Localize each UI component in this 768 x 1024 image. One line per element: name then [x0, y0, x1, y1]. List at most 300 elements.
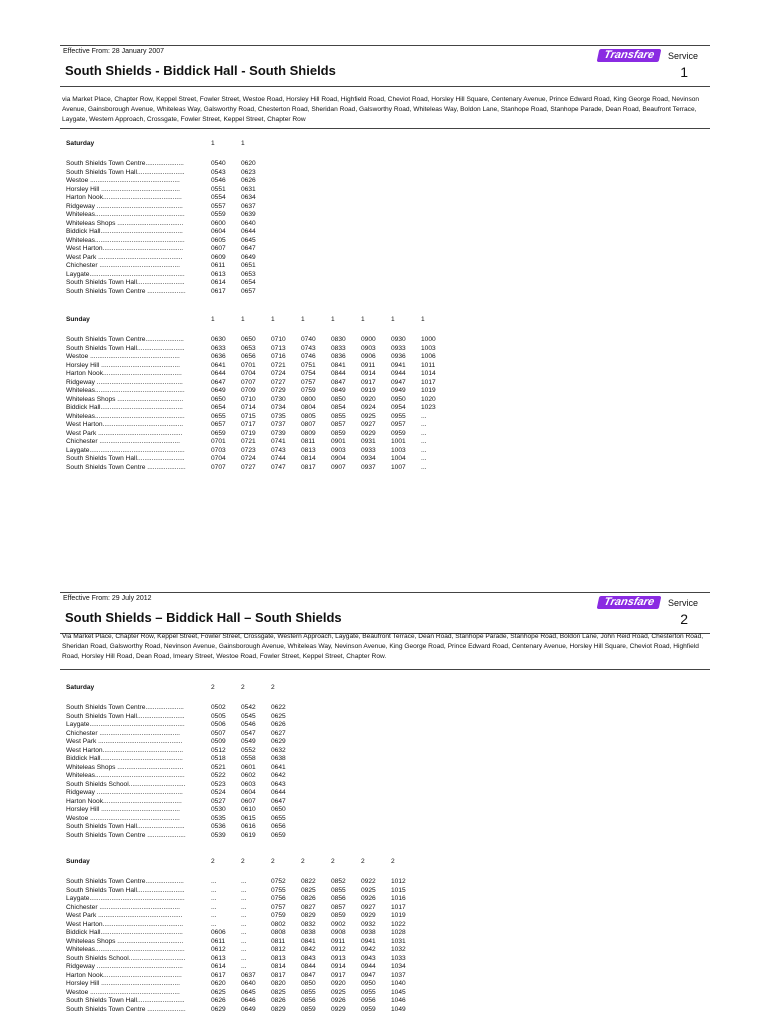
departure-time: ... [241, 903, 247, 911]
departure-time: 1049 [391, 1005, 406, 1013]
table-row [66, 186, 271, 195]
stop-name: Horsley Hill ........................................... [66, 361, 180, 369]
departure-time: 0549 [241, 738, 256, 745]
stop-name: West Harton............................................ [66, 920, 184, 928]
departure-time: 0524 [211, 789, 226, 796]
departure-time: 0655 [271, 814, 286, 822]
table-row [66, 464, 451, 473]
stop-name: South Shields Town Hall.......................... [66, 886, 185, 894]
departure-time: 1016 [391, 895, 406, 902]
departure-time: 0627 [271, 729, 286, 737]
departure-time: 0805 [301, 412, 316, 420]
departure-time: 0650 [241, 336, 256, 343]
departure-time: 0944 [391, 370, 406, 377]
departure-time: 0855 [331, 412, 346, 420]
departure-time: 0825 [271, 988, 286, 996]
table-row [66, 895, 421, 904]
table-row [66, 413, 451, 422]
departure-time: 0601 [241, 763, 256, 771]
table-row [66, 370, 451, 379]
departure-time: 0927 [361, 903, 376, 911]
departure-time: 0717 [241, 421, 256, 428]
departure-time: 0603 [241, 780, 256, 788]
day-label: Sunday [66, 316, 90, 323]
table-row [66, 211, 271, 220]
service-column-header: 1 [361, 316, 365, 323]
departure-time: 0545 [241, 712, 256, 720]
departure-time: 0522 [211, 772, 226, 779]
departure-time: 0650 [211, 395, 226, 403]
departure-time: 0559 [211, 211, 226, 218]
departure-time: 0934 [361, 455, 376, 462]
departure-time: 0739 [271, 429, 286, 437]
departure-time: 0741 [271, 438, 286, 445]
departure-time: 0906 [361, 353, 376, 360]
departure-time: 0825 [301, 886, 316, 894]
stop-name: Horsley Hill ........................................... [66, 980, 180, 987]
table-row [66, 997, 421, 1006]
departure-time: 0902 [331, 920, 346, 928]
departure-time: ... [241, 912, 247, 919]
departure-time: 0724 [271, 370, 286, 377]
departure-time: ... [421, 446, 427, 454]
departure-time: 0625 [211, 988, 226, 996]
departure-time: 1023 [421, 404, 436, 411]
departure-time: ... [241, 954, 247, 962]
departure-time: ... [241, 929, 247, 936]
stop-name: Harton Nook........................................... [66, 194, 182, 201]
departure-time: 0614 [211, 279, 226, 286]
departure-time: 0859 [331, 912, 346, 919]
route-description: via Market Place, Chapter Row, Keppel Street, Fowler Street, Westoe Road, Horsley Hill Road, Highfield Road, Cheviot Road, Horsley Hill Square, Centenary Avenue, Prince Edward Road, King George Road, Nevinson Avenue, Gainsborough Avenue, Whiteleas Way, Galsworthy Road, Chesterton Road, Sheridan Road, Galsworthy Road, Whiteleas Way, Boldon Lane, Stanhope Road, Stanhope Parade, Dean Road, Beaufront Terrace, Laygate, Western Approach, Crossgate, Fowler Street, Keppel Street, Chapter Row [62, 96, 700, 123]
departure-time: 1028 [391, 929, 406, 936]
departure-time: 0709 [241, 387, 256, 394]
departure-time: 0607 [241, 797, 256, 805]
stop-name: South Shields Town Centre..................... [66, 704, 184, 711]
stop-name: Whiteleas Shops .................................... [66, 219, 184, 227]
stop-name: Biddick Hall............................................. [66, 228, 183, 235]
departure-time: 0644 [211, 370, 226, 377]
stop-name: Laygate.................................................... [66, 270, 185, 278]
service-label: Service [667, 51, 698, 61]
departure-time: 0547 [241, 729, 256, 737]
departure-time: 0854 [331, 404, 346, 411]
departure-time: 0552 [241, 746, 256, 754]
departure-time: 0746 [301, 353, 316, 360]
service-column-header: 2 [271, 858, 275, 865]
departure-time: 0654 [211, 404, 226, 411]
table-row [66, 288, 271, 297]
timetable-saturday [66, 140, 271, 296]
stop-name: Whiteleas................................................. [66, 946, 185, 953]
departure-time: 0933 [361, 446, 376, 454]
table-row [66, 972, 421, 981]
departure-time: 0807 [301, 421, 316, 428]
departure-time: 0657 [211, 421, 226, 428]
departure-time: 0924 [361, 404, 376, 411]
departure-time: 1033 [391, 954, 406, 962]
stop-name: South Shields Town Centre..................... [66, 878, 184, 885]
stop-name: Harton Nook........................................... [66, 370, 182, 377]
departure-time: 0656 [271, 823, 286, 830]
departure-time: 1007 [391, 463, 406, 471]
departure-time: 0620 [211, 980, 226, 987]
departure-time: 0619 [241, 831, 256, 839]
timetable-header-row [66, 316, 451, 336]
departure-time: 0744 [271, 455, 286, 462]
table-row [66, 823, 301, 832]
departure-time: 0714 [241, 404, 256, 411]
table-row [66, 713, 301, 722]
stop-name: West Harton............................................ [66, 746, 184, 754]
stop-name: Ridgeway ............................................... [66, 378, 183, 386]
departure-time: 0847 [331, 378, 346, 386]
departure-time: 1017 [421, 378, 436, 386]
stop-name: Whiteleas................................................. [66, 236, 185, 244]
departure-time: 0632 [271, 746, 286, 754]
departure-time: ... [211, 912, 217, 919]
departure-time: 0850 [301, 980, 316, 987]
departure-time: 0551 [211, 185, 226, 193]
table-row [66, 353, 451, 362]
table-row [66, 887, 421, 896]
service-column-header: 2 [391, 858, 395, 865]
departure-time: 0542 [241, 704, 256, 711]
departure-time: 0710 [271, 336, 286, 343]
departure-time: 0641 [211, 361, 226, 369]
departure-time: 0612 [211, 946, 226, 953]
departure-time: 0509 [211, 738, 226, 745]
departure-time: 0502 [211, 704, 226, 711]
service-column-header: 1 [271, 316, 275, 323]
departure-time: ... [241, 886, 247, 894]
departure-time: 0626 [241, 177, 256, 184]
transfare-logo: Transfare [597, 49, 662, 62]
departure-time: 0949 [391, 387, 406, 394]
stop-name: Harton Nook........................................... [66, 971, 182, 979]
table-row [66, 455, 451, 464]
day-label: Saturday [66, 684, 95, 691]
departure-time: 0852 [331, 878, 346, 885]
table-row [66, 447, 451, 456]
page-title: South Shields - Biddick Hall - South Shields [65, 63, 336, 78]
departure-time: 0606 [211, 929, 226, 936]
departure-time: 0754 [301, 370, 316, 377]
departure-time: ... [211, 895, 217, 902]
service-1-header [60, 45, 710, 87]
departure-time: 0856 [301, 997, 316, 1004]
departure-time: 0800 [301, 395, 316, 403]
table-row [66, 946, 421, 955]
stop-name: Ridgeway ............................................... [66, 202, 183, 210]
departure-time: 0808 [271, 929, 286, 936]
departure-time: 0911 [361, 361, 376, 369]
departure-time: 1032 [391, 946, 406, 953]
departure-time: 0649 [211, 387, 226, 394]
page-title: South Shields – Biddick Hall – South Shields [65, 610, 342, 625]
departure-time: 0610 [241, 806, 256, 813]
departure-time: 0926 [331, 997, 346, 1004]
departure-time: 0856 [331, 895, 346, 902]
departure-time: 0636 [211, 353, 226, 360]
stop-name: West Park .............................................. [66, 253, 183, 261]
service-column-header: 2 [361, 858, 365, 865]
departure-time: 0804 [301, 404, 316, 411]
departure-time: 0904 [331, 455, 346, 462]
table-row [66, 704, 301, 713]
service-column-header: 1 [301, 316, 305, 323]
stop-name: South Shields Town Hall.......................... [66, 823, 185, 830]
stop-name: South Shields Town Centre ..................... [66, 831, 186, 839]
stop-name: Chichester ............................................ [66, 903, 180, 911]
departure-time: 0647 [271, 797, 286, 805]
departure-time: 0830 [331, 336, 346, 343]
departure-time: 0653 [241, 270, 256, 278]
departure-time: 0543 [211, 168, 226, 176]
departure-time: 0629 [211, 1005, 226, 1013]
departure-time: 0913 [331, 954, 346, 962]
departure-time: 0929 [331, 1005, 346, 1013]
departure-time: 0607 [211, 245, 226, 252]
departure-time: 0922 [361, 878, 376, 885]
stop-name: West Park .............................................. [66, 912, 183, 919]
departure-time: 0715 [241, 412, 256, 420]
table-row [66, 362, 451, 371]
departure-time: 0613 [211, 954, 226, 962]
departure-time: 0842 [301, 946, 316, 953]
departure-time: 0759 [271, 912, 286, 919]
departure-time: 1031 [391, 937, 406, 945]
departure-time: ... [211, 878, 217, 885]
departure-time: 0645 [241, 236, 256, 244]
departure-time: 0832 [301, 920, 316, 928]
departure-time: 1019 [421, 387, 436, 394]
departure-time: ... [421, 438, 427, 445]
departure-time: 1037 [391, 971, 406, 979]
departure-time: 0626 [211, 997, 226, 1004]
table-row [66, 336, 451, 345]
departure-time: 0931 [361, 438, 376, 445]
departure-time: 0644 [241, 228, 256, 235]
day-label: Saturday [66, 140, 95, 147]
departure-time: 0759 [301, 387, 316, 394]
departure-time: 0743 [271, 446, 286, 454]
departure-time: 0855 [301, 988, 316, 996]
departure-time: 0734 [271, 404, 286, 411]
departure-time: 0735 [271, 412, 286, 420]
service-column-header: 1 [331, 316, 335, 323]
departure-time: 1003 [391, 446, 406, 454]
departure-time: 0656 [241, 353, 256, 360]
departure-time: 0907 [331, 463, 346, 471]
stop-name: Whiteleas Shops .................................... [66, 763, 184, 771]
departure-time: 0917 [361, 378, 376, 386]
timetable-table [66, 140, 271, 296]
departure-time: 0956 [361, 997, 376, 1004]
table-row [66, 755, 301, 764]
departure-time: 0713 [271, 344, 286, 352]
service-number: 1 [680, 64, 688, 80]
departure-time: 0843 [301, 954, 316, 962]
departure-time: 0727 [241, 463, 256, 471]
departure-time: 0850 [331, 395, 346, 403]
departure-time: ... [211, 886, 217, 894]
table-row [66, 781, 301, 790]
departure-time: 0838 [301, 929, 316, 936]
stop-name: South Shields Town Centre..................... [66, 336, 184, 343]
departure-time: 0617 [211, 971, 226, 979]
departure-time: 0617 [211, 287, 226, 295]
departure-time: 0530 [211, 806, 226, 813]
departure-time: 0912 [331, 946, 346, 953]
departure-time: 0814 [301, 455, 316, 462]
departure-time: 0955 [391, 412, 406, 420]
stop-name: Harton Nook........................................... [66, 797, 182, 805]
departure-time: ... [421, 421, 427, 428]
departure-time: 0634 [241, 194, 256, 201]
departure-time: 0631 [241, 185, 256, 193]
table-row [66, 160, 271, 169]
departure-time: 0855 [331, 886, 346, 894]
departure-time: 0743 [301, 344, 316, 352]
departure-time: 0747 [271, 463, 286, 471]
timetable-saturday [66, 684, 301, 840]
stop-name: Whiteleas................................................. [66, 772, 185, 779]
table-row [66, 345, 451, 354]
departure-time: 0710 [241, 395, 256, 403]
timetable-sunday [66, 316, 451, 472]
departure-time: 0844 [301, 963, 316, 970]
departure-time: 0926 [361, 895, 376, 902]
departure-time: 0947 [361, 971, 376, 979]
departure-time: 0650 [271, 806, 286, 813]
departure-time: 0957 [391, 421, 406, 428]
service-column-header: 2 [211, 684, 215, 691]
table-row [66, 904, 421, 913]
stop-name: Laygate.................................................... [66, 895, 185, 902]
departure-time: 0930 [391, 336, 406, 343]
departure-time: 0540 [211, 160, 226, 167]
service-column-header: 2 [211, 858, 215, 865]
departure-time: 0613 [211, 270, 226, 278]
departure-time: 0903 [361, 344, 376, 352]
stop-name: South Shields Town Hall.......................... [66, 168, 185, 176]
departure-time: 0942 [361, 946, 376, 953]
departure-time: 0629 [271, 738, 286, 745]
departure-time: 0640 [241, 980, 256, 987]
departure-time: 0752 [271, 878, 286, 885]
departure-time: 0859 [331, 429, 346, 437]
day-label: Sunday [66, 858, 90, 865]
departure-time: 0950 [361, 980, 376, 987]
departure-time: 0925 [361, 412, 376, 420]
departure-time: 0925 [361, 886, 376, 894]
departure-time: 0647 [211, 378, 226, 386]
departure-time: 0836 [331, 353, 346, 360]
table-row [66, 955, 421, 964]
service-column-header: 1 [421, 316, 425, 323]
table-row [66, 194, 271, 203]
departure-time: 0841 [331, 361, 346, 369]
departure-time: 0703 [211, 446, 226, 454]
stop-name: Chichester ............................................ [66, 262, 180, 269]
departure-time: 0849 [331, 387, 346, 394]
table-row [66, 832, 301, 841]
departure-time: 0558 [241, 755, 256, 762]
stop-name: Horsley Hill ........................................... [66, 806, 180, 813]
departure-time: 1040 [391, 980, 406, 987]
table-row [66, 237, 271, 246]
departure-time: 0649 [241, 253, 256, 261]
service-column-header: 2 [241, 684, 245, 691]
table-row [66, 929, 421, 938]
table-row [66, 228, 271, 237]
departure-time: 0929 [361, 429, 376, 437]
departure-time: 0630 [211, 336, 226, 343]
departure-time: 1014 [421, 370, 436, 377]
departure-time: 0623 [241, 168, 256, 176]
departure-time: 0929 [361, 912, 376, 919]
table-row [66, 730, 301, 739]
departure-time: 0626 [271, 721, 286, 728]
departure-time: 0833 [331, 344, 346, 352]
departure-time: 0959 [391, 429, 406, 437]
divider [60, 128, 710, 129]
departure-time: 0937 [361, 463, 376, 471]
departure-time: 0651 [241, 262, 256, 269]
service-column-header: 1 [391, 316, 395, 323]
departure-time: 0936 [391, 353, 406, 360]
timetable-table [66, 858, 421, 1014]
departure-time: 0911 [331, 937, 346, 945]
departure-time: 0604 [211, 228, 226, 235]
timetable-header-row [66, 684, 301, 704]
departure-time: ... [211, 920, 217, 928]
departure-time: ... [241, 963, 247, 970]
stop-name: South Shields Town Hall.......................... [66, 344, 185, 352]
departure-time: 0554 [211, 194, 226, 201]
departure-time: 1012 [391, 878, 406, 885]
departure-time: 0659 [271, 831, 286, 839]
timetable-table [66, 316, 451, 472]
departure-time: 0639 [241, 211, 256, 218]
stop-name: Westoe ................................................. [66, 353, 180, 360]
table-row [66, 989, 421, 998]
departure-time: 0932 [361, 920, 376, 928]
departure-time: 0649 [241, 1005, 256, 1013]
departure-time: 0814 [271, 963, 286, 970]
departure-time: ... [421, 455, 427, 462]
table-row [66, 878, 421, 887]
stop-name: South Shields School............................... [66, 954, 186, 962]
departure-time: 0829 [271, 1005, 286, 1013]
departure-time: ... [241, 895, 247, 902]
departure-time: 0655 [211, 412, 226, 420]
departure-time: 0802 [271, 920, 286, 928]
table-row [66, 271, 271, 280]
stop-name: Westoe ................................................. [66, 177, 180, 184]
departure-time: 0546 [241, 721, 256, 728]
stop-name: South Shields Town Hall.......................... [66, 279, 185, 286]
stop-name: West Harton............................................ [66, 421, 184, 428]
stop-name: Whiteleas Shops .................................... [66, 395, 184, 403]
service-column-header: 1 [211, 140, 215, 147]
departure-time: 0704 [241, 370, 256, 377]
departure-time: 0941 [391, 361, 406, 369]
service-column-header: 1 [211, 316, 215, 323]
departure-time: 0813 [271, 954, 286, 962]
table-row [66, 203, 271, 212]
